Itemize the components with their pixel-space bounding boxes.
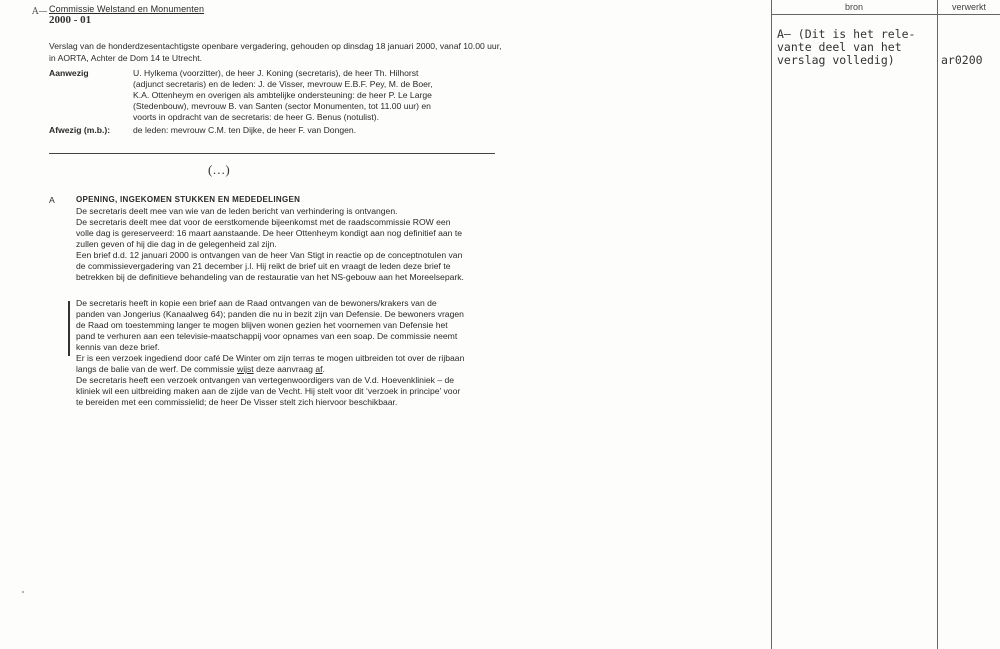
text-line: kennis van deze brief. <box>76 342 160 352</box>
table-border-left <box>771 0 772 649</box>
note-line: vante deel van het <box>777 40 902 54</box>
omission-ellipsis: (…) <box>208 162 230 177</box>
text-line: kliniek wil een uitbreiding maken aan de zijde van de Vecht. Hij stelt voor dit ‘verzoek in principe’ voor <box>76 386 461 396</box>
text-line: Een brief d.d. 12 januari 2000 is ontvangen van de heer Van Stigt in reactie op de conceptnotulen van <box>76 250 463 260</box>
text-line: De secretaris deelt mee van wie van de leden bericht van verhindering is ontvangen. <box>76 206 398 216</box>
text-line: Er is een verzoek ingediend door café De Winter om zijn terras te mogen uitbreiden tot over de rijbaan <box>76 353 465 363</box>
text-line <box>76 364 526 375</box>
text-line: De secretaris heeft in kopie een brief aan de Raad ontvangen van de bewoners/krakers van de <box>76 298 437 308</box>
table-header-rule <box>771 14 1000 15</box>
text-line: De secretaris deelt mee dat voor de eerstkomende bijeenkomst met de raadscommissie ROW een <box>76 217 451 227</box>
text-line: zullen geven of hij die dag in de gelegenheid zal zijn. <box>76 239 277 249</box>
underlined-word: wijst <box>236 364 254 374</box>
column-header-verwerkt: verwerkt <box>951 2 986 12</box>
report-intro: Verslag van de honderdzesentachtigste openbare vergadering, gehouden op dinsdag 18 januari 2000, vanaf 10.00 uur, in AORTA, Achter de Dom 14 te Utrecht. <box>49 41 502 63</box>
report-number: 2000 - 01 <box>49 14 92 26</box>
note-line: A— (Dit is het rele- <box>777 27 916 41</box>
text-line: de Raad om toestemming langer te mogen blijven wonen gezien het voornemen van Defensie het <box>76 320 448 330</box>
text-line: volle dag is gereserveerd: 16 maart aanstaande. De heer Ottenheym kondigt aan nog definitief aan te <box>76 228 463 238</box>
text-line: te bereiden met een commissielid; de heer De Visser stelt zich hiervoor beschikbaar. <box>76 397 398 407</box>
present-list <box>133 68 513 123</box>
present-label: Aanwezig <box>49 68 89 78</box>
present-line: (adjunct secretaris) en de leden: J. de Visser, mevrouw E.B.F. Pey, M. de Boer, <box>133 79 433 89</box>
present-line: K.A. Ottenheym en overigen als ambtelijke ondersteuning: de heer P. Le Large <box>133 90 432 100</box>
section-title: OPENING, INGEKOMEN STUKKEN EN MEDEDELINGEN <box>76 195 301 204</box>
text-fragment: deze aanvraag <box>253 364 316 374</box>
margin-mark: A— <box>32 7 48 17</box>
paragraph-2 <box>76 298 526 375</box>
scan-speck <box>22 591 24 593</box>
text-line: de commissievergadering van 21 december j.l. Hij reikt de brief uit en vraagt de leden deze brief te <box>76 261 451 271</box>
text-line: betrekken bij de definitieve behandeling van de restauratie van het NS-gebouw aan het Moreelsepark. <box>76 272 464 282</box>
text-line: De secretaris heeft een verzoek ontvangen van vertegenwoordigers van de V.d. Hoevenkliniek – de <box>76 375 455 385</box>
source-note <box>777 28 915 67</box>
text-line: panden van Jongerius (Kanaalweg 64); panden die nu in bezit zijn van Defensie. De bewoners vragen <box>76 309 464 319</box>
table-column-divider <box>937 0 938 649</box>
divider <box>49 153 495 154</box>
margin-bar <box>68 301 70 356</box>
text-fragment: . <box>322 364 325 374</box>
paragraph-3 <box>76 375 526 408</box>
absent-text: de leden: mevrouw C.M. ten Dijke, de heer F. van Dongen. <box>133 125 357 135</box>
note-line: verslag volledig) <box>777 53 895 67</box>
present-line: (Stedenbouw), mevrouw B. van Santen (sector Monumenten, tot 11.00 uur) en <box>133 101 431 111</box>
processed-code: ar0200 <box>941 53 983 67</box>
section-letter: A <box>49 195 55 205</box>
underlined-word: af <box>315 364 323 374</box>
text-fragment: langs de balie van de werf. De commissie <box>76 364 237 374</box>
committee-name: Commissie Welstand en Monumenten <box>49 4 205 14</box>
present-line: U. Hylkema (voorzitter), de heer J. Koning (secretaris), de heer Th. Hilhorst <box>133 68 419 78</box>
present-line: voorts in opdracht van de secretaris: de heer G. Benus (notulist). <box>133 112 380 122</box>
paragraph-1 <box>76 206 526 283</box>
absent-label: Afwezig (m.b.): <box>49 125 111 135</box>
column-header-bron: bron <box>844 2 863 12</box>
text-line: pand te verhuren aan een televisie-maatschappij voor opnames van een soap. De commissie neemt <box>76 331 458 341</box>
